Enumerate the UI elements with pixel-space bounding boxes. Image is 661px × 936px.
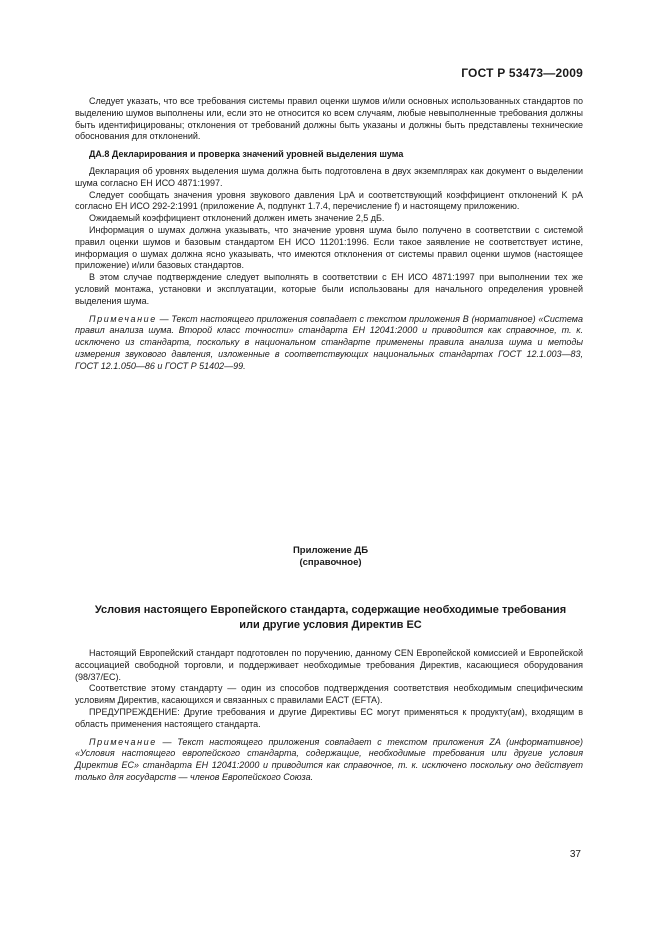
da8-paragraph: Декларация об уровнях выделения шума должна быть подготовлена в двух экземплярах как документ о выделении шума согласно ЕН ИСО 4871:1997. <box>75 165 583 188</box>
appendix-paragraph: ПРЕДУПРЕЖДЕНИЕ: Другие требования и другие Директивы ЕС могут применяться к продукту(ам), входящим в область применения настоящего стандарта. <box>75 706 583 729</box>
appendix-body <box>75 648 583 784</box>
note-label: Примечание <box>89 313 157 324</box>
da8-note <box>75 314 583 373</box>
page-number: 37 <box>569 849 581 860</box>
appendix-title-line1: Условия настоящего Европейского стандарта, содержащие необходимые требования <box>94 604 567 616</box>
note-text: — Текст настоящего приложения совпадает с текстом приложения ZA (информативное) «Условия настоящего европейского стандарта, содержащие, необходимые требования или другие условия Директив ЕС» стандарта ЕН 12041:2000 и приводится как справочное, т. к. исключено поскольку оно действует только для государств — членов Европейского Союза. <box>75 736 583 782</box>
section-da8-body <box>75 166 583 308</box>
da8-paragraph: Следует сообщать значения уровня звукового давления LpA и соответствующий коэффициент отклонений K pA согласно ЕН ИСО 292-2:1991 (приложение А, подпункт 1.7.4, перечисление f) и настоящему приложению. <box>75 189 583 212</box>
da8-paragraph: Информация о шумах должна указывать, что значение уровня шума было получено в соответствии с системой правил оценки шумов и базовым стандартом ЕН ИСО 11201:1996. Если такое заявление не соответствует истине, информация о шумах должна ясно указывать, что имеются отклонения от системы правил оценки шумов (настоящее приложение) и/или базовых стандартов. <box>75 224 583 271</box>
da8-paragraph: В этом случае подтверждение следует выполнять в соответствии с ЕН ИСО 4871:1997 при выполнении тех же условий монтажа, установки и эксплуатации, которые были использованы для начального определения уровней выделения шума. <box>75 272 583 306</box>
document-code: ГОСТ Р 53473—2009 <box>461 66 583 80</box>
intro-paragraph: Следует указать, что все требования системы правил оценки шумов и/или основных использованных стандартов по выделению шумов выполнены или, если это не относится ко всем случаям, любые невыполненные требования должны быть идентифицированы; отклонения от требований должны быть указаны и должны быть представлены технические обоснования для отклонений. <box>75 96 583 142</box>
top-section <box>75 96 583 373</box>
note-label: Примечание <box>89 736 157 747</box>
appendix-paragraph: Настоящий Европейский стандарт подготовлен по поручению, данному CEN Европейской комиссией и Европейской ассоциацией свободной торговли, и поддерживает необходимые требования Директив, касающиеся оборудования (98/37/ЕС). <box>75 648 583 682</box>
appendix-note <box>75 737 583 784</box>
appendix-kind: (справочное) <box>299 557 362 568</box>
section-da8-heading: ДА.8 Декларирования и проверка значений уровней выделения шума <box>89 149 404 160</box>
appendix-label: Приложение ДБ <box>292 545 369 556</box>
appendix-title-line2: или другие условия Директив ЕС <box>239 619 422 631</box>
da8-paragraph: Ожидаемый коэффициент отклонений должен иметь значение 2,5 дБ. <box>89 213 385 224</box>
note-text: — Текст настоящего приложения совпадает с текстом приложения В (нормативное) «Система правил анализа шума. Второй класс точности» стандарта ЕН 12041:2000 и приводится как справочное, т. к. исключено из стандарта, поскольку в национальном стандарте применены правила анализа шума и методы измерения звукового давления, изложенные в соответствующих национальных стандартах ГОСТ 12.1.003—83, ГОСТ 12.1.050—86 и ГОСТ Р 51402—99. <box>75 313 583 371</box>
appendix-paragraph: Соответствие этому стандарту — один из способов подтверждения соответствия необходимым специфическим условиям Директив, касающихся и связанных с правилами ЕАСТ (EFTA). <box>75 683 583 706</box>
